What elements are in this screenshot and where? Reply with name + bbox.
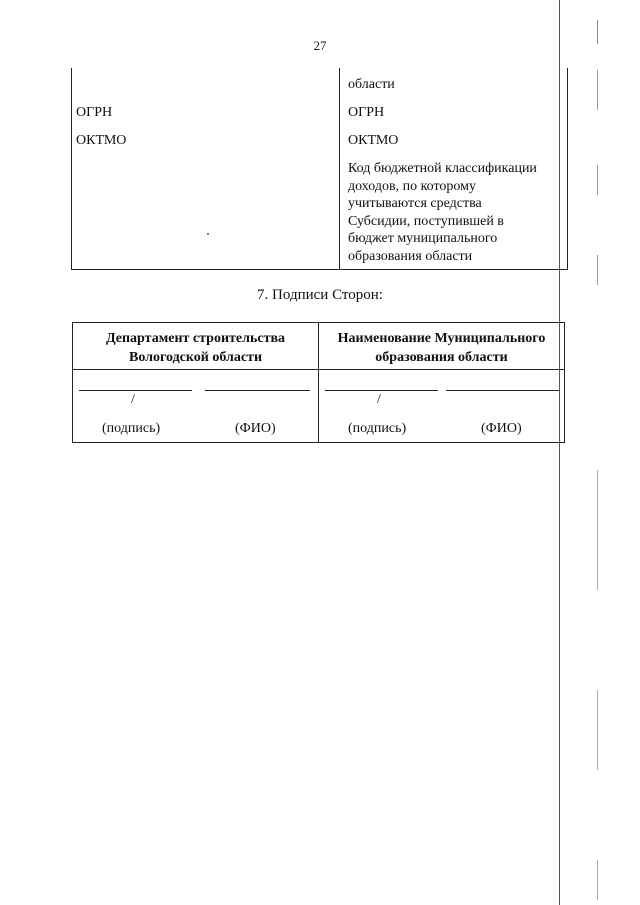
left-oktmo-label: ОКТМО <box>76 133 127 148</box>
scan-edge-mark <box>597 70 598 110</box>
scan-edge-line <box>559 0 560 905</box>
kbk-line-2: доходов, по которому <box>348 179 476 194</box>
right-party-line-2: образования области <box>375 350 508 365</box>
signatures-header-divider <box>73 369 564 370</box>
scan-edge-mark <box>597 690 598 770</box>
kbk-line-5: бюджет муниципального <box>348 231 498 246</box>
right-ogrn-label: ОГРН <box>348 105 385 120</box>
left-name-caption: (ФИО) <box>235 421 276 436</box>
left-party-line-2: Вологодской области <box>128 350 263 365</box>
left-slash: / <box>131 392 135 407</box>
scan-speck <box>207 233 209 235</box>
scan-edge-mark <box>597 20 598 44</box>
right-name-caption: (ФИО) <box>481 421 522 436</box>
left-party-name <box>73 329 318 367</box>
signatures-table <box>72 322 565 443</box>
right-signature-line <box>325 390 438 391</box>
left-signature-caption: (подпись) <box>102 421 161 436</box>
kbk-line-6: образования области <box>348 249 473 264</box>
right-region-text: области <box>348 77 395 92</box>
left-party-line-1: Департамент строительства <box>105 331 286 346</box>
kbk-line-4: Субсидии, поступившей в <box>348 214 504 229</box>
left-name-line <box>205 390 310 391</box>
left-ogrn-label: ОГРН <box>76 105 113 120</box>
right-party-line-1: Наименование Муниципального <box>337 331 546 346</box>
right-oktmo-label: ОКТМО <box>348 133 399 148</box>
right-signature-caption: (подпись) <box>348 421 407 436</box>
scan-edge-mark <box>597 470 598 590</box>
scan-edge-mark <box>597 860 598 900</box>
section-heading: 7. Подписи Сторон: <box>257 287 383 303</box>
right-slash: / <box>377 392 381 407</box>
page-number: 27 <box>313 38 327 53</box>
column-divider <box>339 68 340 269</box>
kbk-line-1: Код бюджетной классификации <box>348 161 537 176</box>
right-name-line <box>446 390 559 391</box>
requisites-table <box>71 68 568 270</box>
scan-edge-mark <box>597 165 598 195</box>
right-party-name <box>319 329 564 367</box>
kbk-line-3: учитываются средства <box>348 196 482 211</box>
left-signature-line <box>79 390 192 391</box>
scan-edge-mark <box>597 255 598 285</box>
